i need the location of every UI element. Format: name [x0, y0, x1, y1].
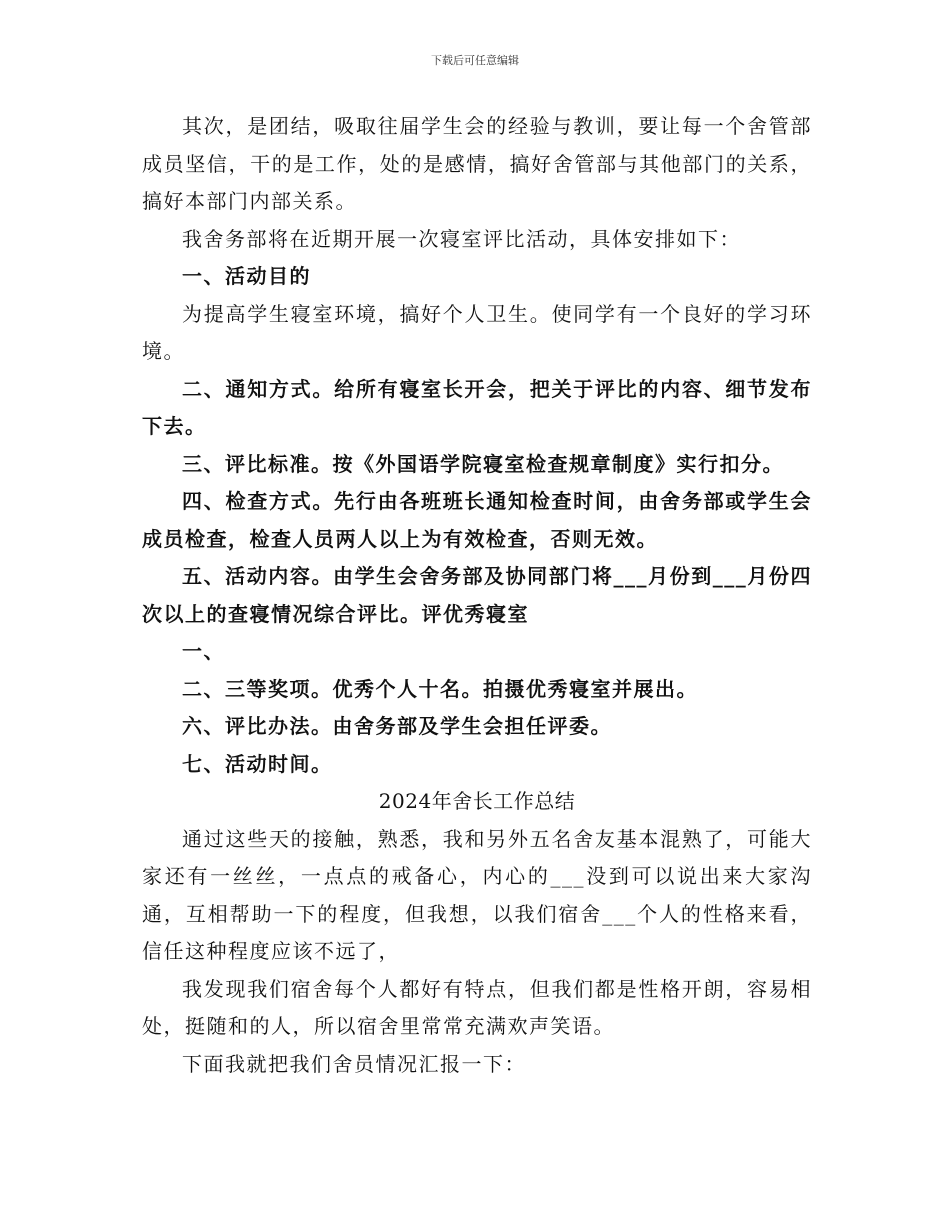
- paragraph-inspection: 四、检查方式。先行由各班班长通知检查时间，由舍务部或学生会成员检查，检查人员两人以上为有效检查，否则无效。: [142, 489, 812, 551]
- paragraph-time: 七、活动时间。: [182, 751, 333, 776]
- paragraph-item-one: 一、: [182, 639, 225, 663]
- paragraph-method: 六、评比办法。由舍务部及学生会担任评委。: [182, 714, 612, 738]
- paragraph-content: 五、活动内容。由学生会舍务部及协同部门将___月份到___月份四次以上的查寝情况综合评比。评优秀寝室: [142, 564, 812, 626]
- heading-activity-purpose: 一、活动目的: [182, 264, 311, 288]
- document-body: [142, 108, 812, 1083]
- paragraph-awards: 二、三等奖项。优秀个人十名。拍摄优秀寝室并展出。: [182, 676, 698, 701]
- paragraph-notification: 二、通知方式。给所有寝室长开会，把关于评比的内容、细节发布下去。: [142, 376, 812, 438]
- paragraph-familiarity: 通过这些天的接触，熟悉，我和另外五名舍友基本混熟了，可能大家还有一丝丝，一点点的戒备心，内心的___没到可以说出来大家沟通，互相帮助一下的程度，但我想，以我们宿舍___个人的性格来看，信任这种程度应该不远了，: [142, 826, 812, 963]
- paragraph-activity-intro: 我舍务部将在近期开展一次寝室评比活动，具体安排如下：: [182, 226, 741, 251]
- paragraph-characteristics: 我发现我们宿舍每个人都好有特点，但我们都是性格开朗，容易相处，挺随和的人，所以宿舍里常常充满欢声笑语。: [142, 976, 812, 1038]
- paragraph-criteria: 三、评比标准。按《外国语学院寝室检查规章制度》实行扣分。: [182, 451, 784, 476]
- paragraph-unity: 其次，是团结，吸取往届学生会的经验与教训，要让每一个舍管部成员坚信，干的是工作，处的是感情，搞好舍管部与其他部门的关系，搞好本部门内部关系。: [142, 114, 812, 213]
- section-title: 2024年舍长工作总结: [378, 789, 576, 813]
- page-header: 下载后可任意编辑: [431, 54, 519, 67]
- paragraph-purpose: 为提高学生寝室环境，搞好个人卫生。使同学有一个良好的学习环境。: [142, 301, 812, 363]
- paragraph-report-intro: 下面我就把我们舍员情况汇报一下：: [182, 1051, 526, 1076]
